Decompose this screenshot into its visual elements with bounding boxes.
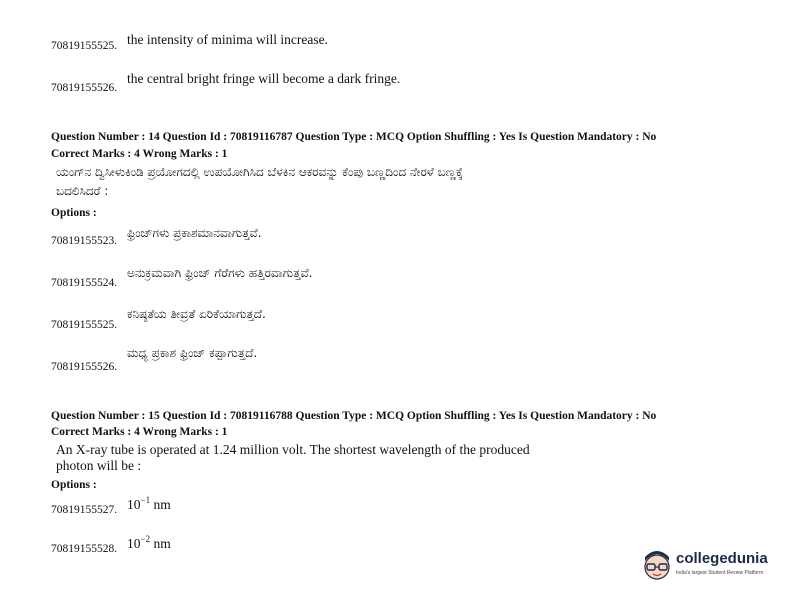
option-unit: nm	[150, 497, 171, 512]
option-id: 70819155525.	[51, 319, 118, 331]
question-marks: Correct Marks : 4 Wrong Marks : 1	[51, 426, 228, 438]
question-text: photon will be :	[56, 458, 142, 473]
question-header: Question Number : 14 Question Id : 70819116787 Question Type : MCQ Option Shuffling : Yes Is Question Mandatory : No	[51, 131, 657, 143]
option-unit: nm	[150, 536, 171, 551]
option-text: ಅನುಕ್ರಮವಾಗಿ ಫ್ರಿಂಜ್ ಗೆರೆಗಳು ಹತ್ತಿರವಾಗುತ್ತವೆ.	[127, 266, 313, 280]
option-id: 70819155526.	[51, 361, 118, 373]
option-id: 70819155528.	[51, 543, 118, 555]
option-text: the central bright fringe will become a dark fringe.	[127, 71, 401, 86]
logo-tagline: India's largest Student Review Platform	[676, 570, 764, 576]
option-id: 70819155526.	[51, 82, 118, 94]
option-text	[127, 536, 171, 552]
question-text: An X-ray tube is operated at 1.24 million volt. The shortest wavelength of the produced	[56, 442, 530, 457]
option-id: 70819155525.	[51, 40, 118, 52]
option-text: ಕನಿಷ್ಠತೆಯ ತೀವ್ರತೆ ಏರಿಕೆಯಾಗುತ್ತದೆ.	[127, 307, 266, 321]
question-text: ಬದಲಿಸಿದರೆ :	[56, 184, 109, 198]
option-base: 10	[127, 536, 141, 551]
option-text: ಮಧ್ಯ ಪ್ರಕಾಶ ಫ್ರಿಂಜ್ ಕಪ್ಪಾಗುತ್ತದೆ.	[127, 346, 258, 360]
option-base: 10	[127, 497, 141, 512]
options-label: Options :	[51, 479, 97, 491]
option-id: 70819155527.	[51, 504, 118, 516]
option-exponent: −2	[140, 534, 151, 544]
option-text	[127, 497, 171, 513]
mascot-icon	[640, 547, 674, 587]
collegedunia-logo	[640, 545, 780, 589]
option-id: 70819155524.	[51, 277, 118, 289]
question-text: ಯಂಗ್‌ನ ದ್ವಿಸೀಳುಕಿಂಡಿ ಪ್ರಯೋಗದಲ್ಲಿ ಉಪಯೋಗಿಸಿದ ಬೆಳಕಿನ ಆಕರವನ್ನು ಕೆಂಪು ಬಣ್ಣದಿಂದ ನೇರಳೆ ಬಣ್ಣಕ್ಕೆ	[56, 165, 463, 179]
option-text: ಫ್ರಿಂಜ್‌ಗಳು ಪ್ರಕಾಶಮಾನವಾಗುತ್ತವೆ.	[127, 226, 262, 240]
option-text: the intensity of minima will increase.	[127, 32, 328, 47]
option-exponent: −1	[140, 495, 151, 505]
option-id: 70819155523.	[51, 235, 118, 247]
logo-name: collegedunia	[676, 550, 768, 567]
question-marks: Correct Marks : 4 Wrong Marks : 1	[51, 148, 228, 160]
options-label: Options :	[51, 207, 97, 219]
question-header: Question Number : 15 Question Id : 70819116788 Question Type : MCQ Option Shuffling : Yes Is Question Mandatory : No	[51, 410, 657, 422]
